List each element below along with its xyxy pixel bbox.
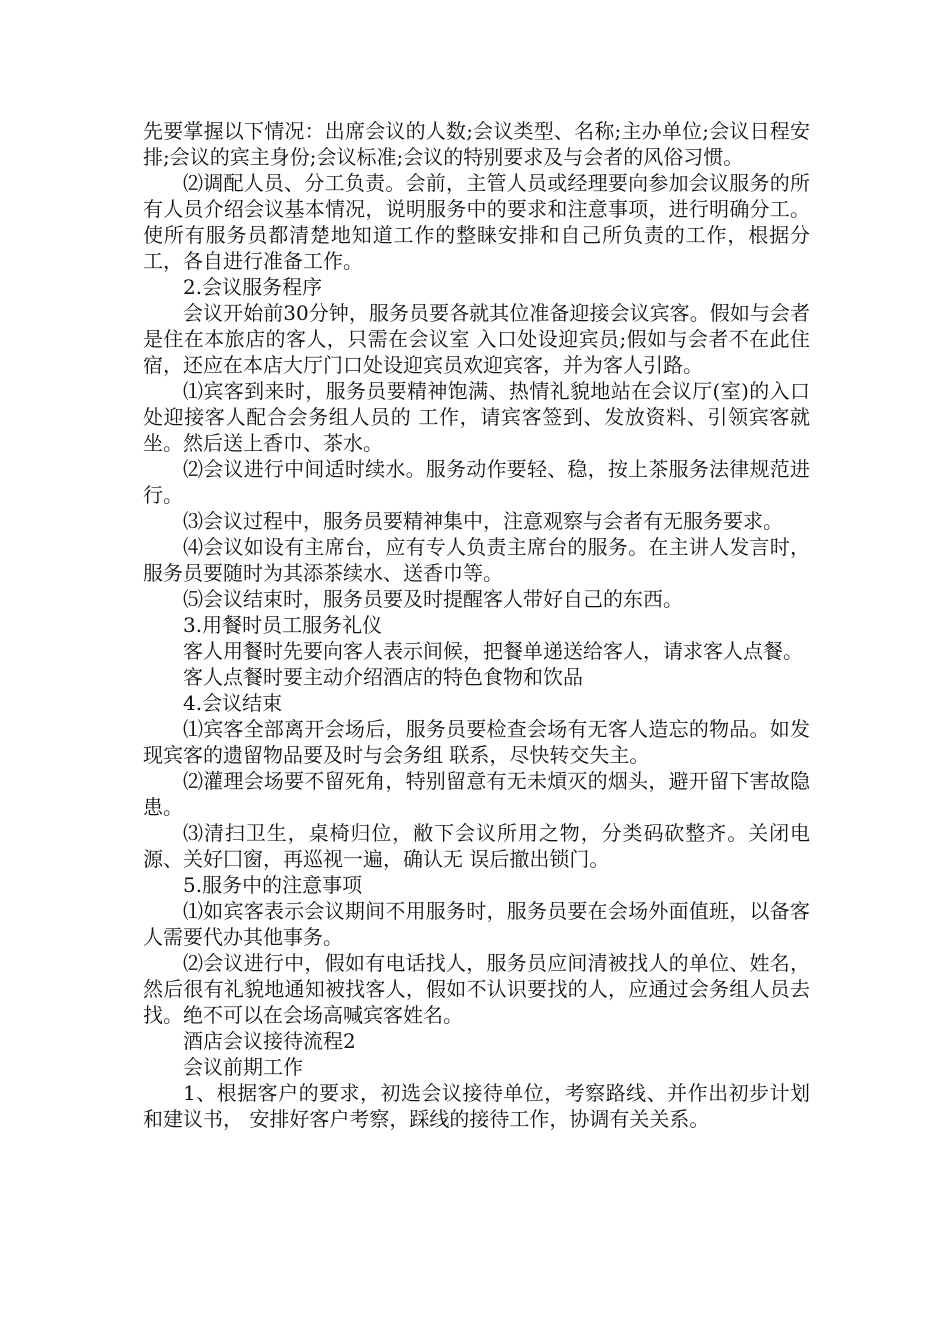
paragraph: ⑶清扫卫生，桌椅归位，敝下会议所用之物，分类码砍整齐。关闭电源、关好囗窗，再巡视一遍，确认无 误后撤出锁门。: [143, 821, 810, 871]
paragraph: 会议开始前30分钟，服务员要各就其位准备迎接会议宾客。假如与会者是住在本旅店的客人，只需在会议室 入口处设迎宾员;假如与会者不在此住宿，还应在本店大厅门口处设迎宾员欢迎宾客，并为客人引路。: [143, 301, 810, 377]
paragraph: 客人用餐时先要向客人表示间候，把餐单递送给客人，请求客人点餐。: [183, 639, 803, 663]
paragraph: ⑵灌理会场要不留死角，特别留意有无未熕灭的烟头，避开留下害故隐患。: [143, 769, 810, 819]
paragraph: ⑸会议结束时，服务员要及时提醒客人带好自己的东西。: [183, 587, 683, 611]
section-heading: 5.服务中的注意事项: [183, 873, 363, 897]
paragraph: ⑴如宾客表示会议期间不用服务时，服务员要在会场外面值班，以备客人需要代办其他事务。: [143, 899, 810, 949]
paragraph: ⑵会议进行中间适时续水。服务动作要轻、稳，按上茶服务法律规范进行。: [143, 457, 810, 507]
paragraph: ⑶会议过程中，服务员要精神集中，注意观察与会者有无服务要求。: [183, 509, 783, 533]
paragraph: ⑴宾客全部离开会场后，服务员要检查会场有无客人造忘的物品。如发现宾客的遗留物品要及时与会务组 联系，尽快转交失主。: [143, 717, 810, 767]
section-heading: 会议前期工作: [183, 1055, 303, 1079]
paragraph: 1、根据客户的要求，初选会议接待单位，考察路线、并作出初步计划和建议书， 安排好客户考察，踩线的接待工作，协调有关关系。: [143, 1081, 810, 1131]
section-heading: 3.用餐时员工服务礼仪: [183, 613, 383, 637]
document-subtitle: 酒店会议接待流程2: [183, 1029, 356, 1053]
paragraph: 先要掌握以下情况：出席会议的人数;会议类型、名称;主办单位;会议日程安排;会议的宾主身份;会议标准;会议的特别要求及与会者的风俗习惯。: [143, 119, 810, 169]
paragraph: ⑴宾客到来时，服务员要精神饱满、热情礼貌地站在会议厅(室)的入口处迎接客人配合会务组人员的 工作，请宾客签到、发放资料、引领宾客就坐。然后送上香巾、茶水。: [143, 379, 810, 455]
paragraph: ⑵调配人员、分工负责。会前，主管人员或经理要向参加会议服务的所有人员介绍会议基本情况，说明服务中的要求和注意事项，进行明确分工。使所有服务员都清楚地知道工作的整睐安排和自己所负责的工作，根据分工，各自进行准备工作。: [143, 171, 810, 273]
paragraph: ⑷会议如设有主席台，应有专人负责主席台的服务。在主讲人发言时，服务员要随时为其添茶续水、送香巾等。: [143, 535, 810, 585]
paragraph: ⑵会议进行中，假如有电话找人，服务员应间清被找人的单位、姓名，然后很有礼貌地通知被找客人，假如不认识要找的人，应通过会务组人员去找。绝不可以在会场高喊宾客姓名。: [143, 951, 810, 1027]
paragraph: 客人点餐时要主动介绍酒店的特色食物和饮品: [183, 665, 583, 689]
section-heading: 4.会议结束: [183, 691, 283, 715]
section-heading: 2.会议服务程序: [183, 275, 323, 299]
